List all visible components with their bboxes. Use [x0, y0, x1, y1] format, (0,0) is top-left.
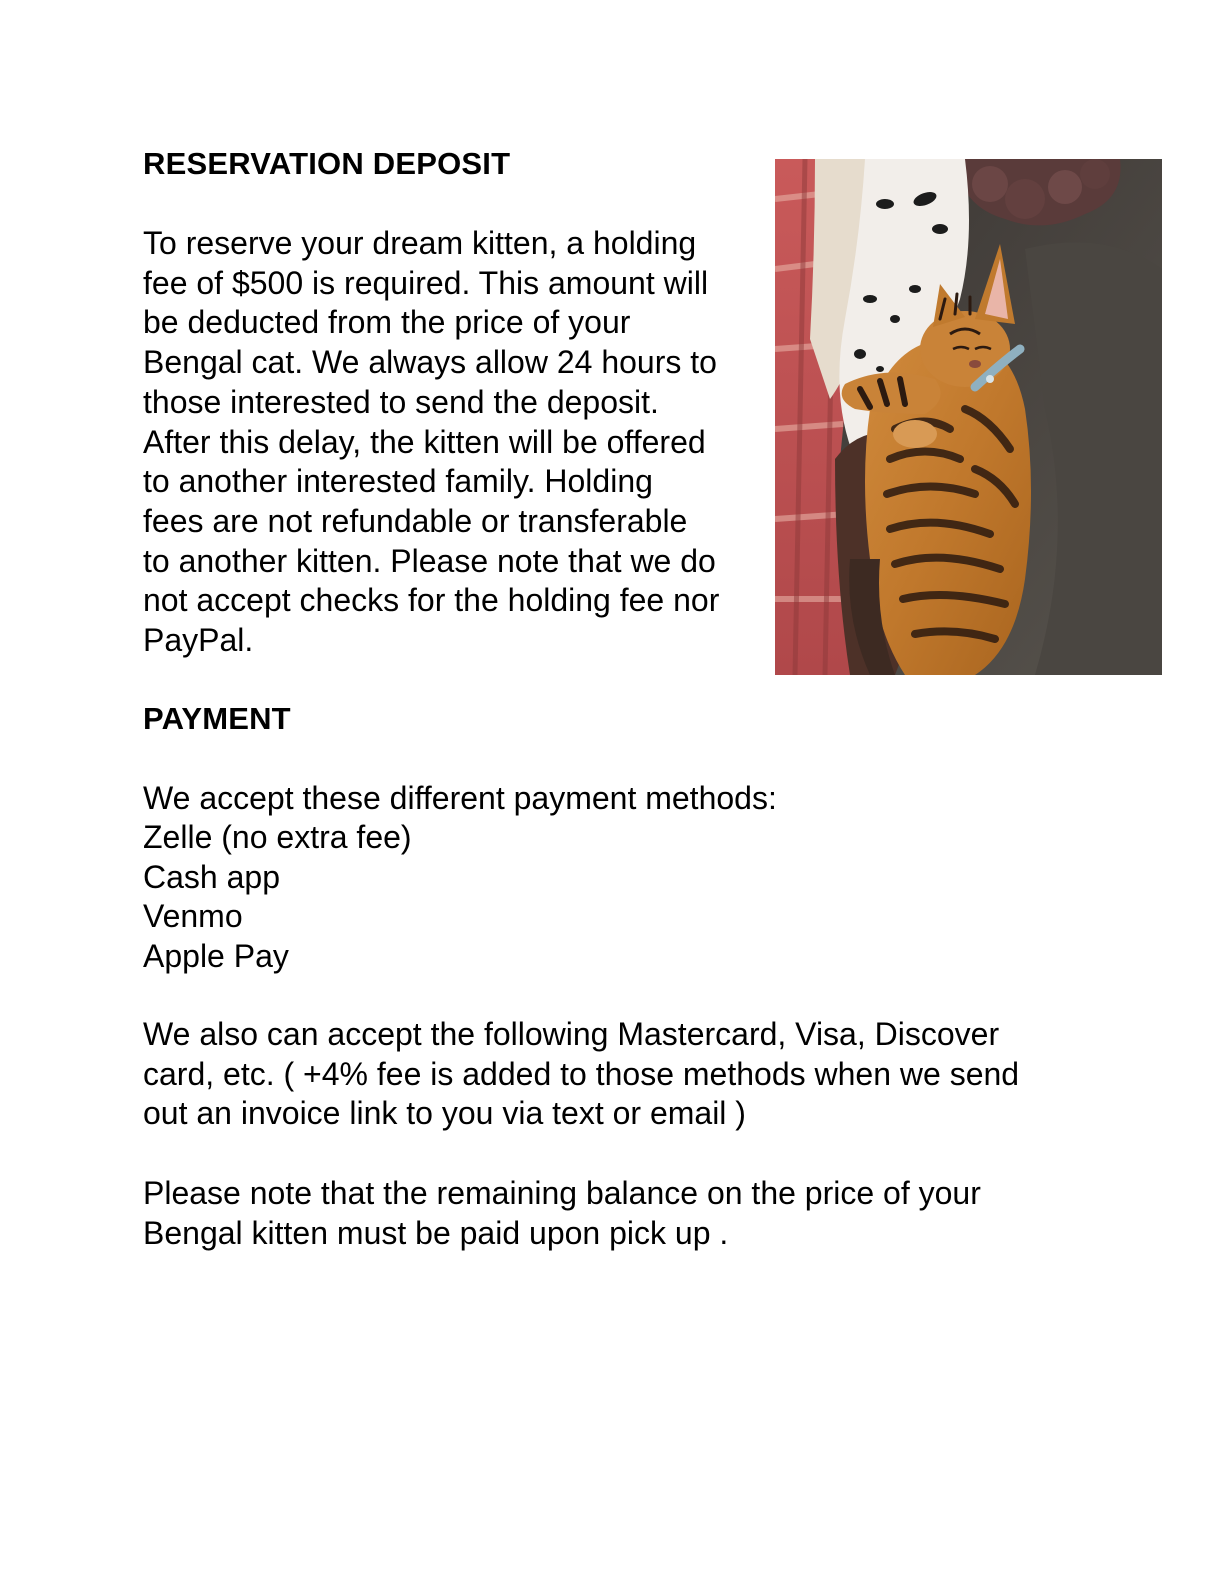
payment-methods-intro: We accept these different payment methods: [143, 780, 777, 816]
card-payments-note: We also can accept the following Mastercard, Visa, Discover card, etc. ( +4% fee is added to those methods when we send out an invoice link to you via text or email ) [143, 1016, 1020, 1132]
reservation-deposit-heading: RESERVATION DEPOSIT [143, 146, 511, 181]
remaining-balance-note: Please note that the remaining balance on the price of your Bengal kitten must be paid upon pick up . [143, 1175, 981, 1251]
payment-method-venmo: Venmo [143, 898, 243, 935]
payment-method-zelle: Zelle (no extra fee) [143, 819, 412, 855]
reservation-deposit-paragraph: To reserve your dream kitten, a holding fee of $500 is required. This amount will be deducted from the price of your Bengal cat. We always allow 24 hours to those interested to send the deposit. After this delay, the kitten will be offered to another interested family. Holding fees are not refundable or transferable to another kitten. Please note that we do not accept checks for the holding fee nor PayPal. [143, 225, 720, 659]
kitten-photo [775, 159, 1162, 675]
payment-method-apple-pay: Apple Pay [143, 938, 289, 975]
payment-heading: PAYMENT [143, 701, 291, 736]
payment-methods-list [143, 818, 412, 977]
payment-method-cash-app: Cash app [143, 858, 280, 895]
